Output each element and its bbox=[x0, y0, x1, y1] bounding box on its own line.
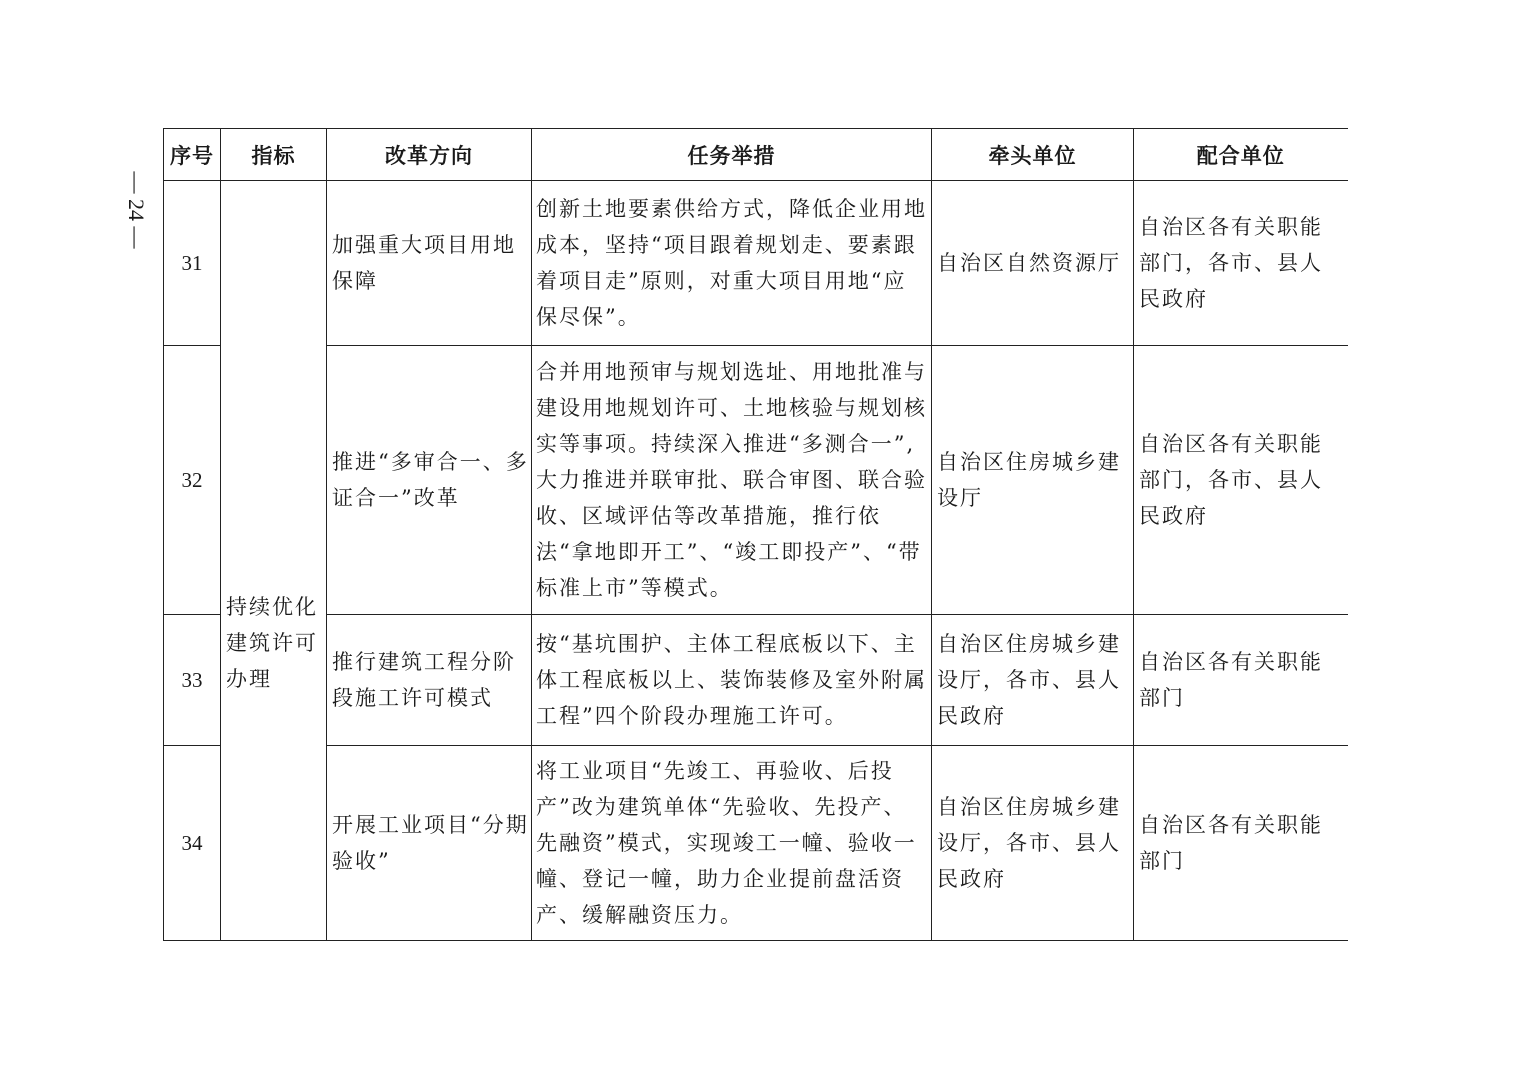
row-coop-unit: 自治区各有关职能部门 bbox=[1134, 615, 1348, 746]
page-number-text: — 24 — bbox=[124, 171, 149, 249]
row-serial: 31 bbox=[164, 181, 221, 346]
row-lead-unit: 自治区住房城乡建设厅，各市、县人民政府 bbox=[932, 615, 1134, 746]
row-coop-unit: 自治区各有关职能部门，各市、县人民政府 bbox=[1134, 346, 1348, 615]
reform-task-table bbox=[163, 128, 1348, 941]
row-serial: 34 bbox=[164, 746, 221, 941]
header-lead-unit: 牵头单位 bbox=[932, 129, 1134, 181]
row-coop-unit: 自治区各有关职能部门 bbox=[1134, 746, 1348, 941]
table-header-row bbox=[164, 129, 1348, 181]
table-row bbox=[164, 346, 1348, 615]
indicator-cell-empty bbox=[221, 181, 327, 346]
row-task: 合并用地预审与规划选址、用地批准与建设用地规划许可、土地核验与规划核实等事项。持续深入推进“多测合一”,大力推进并联审批、联合审图、联合验收、区域评估等改革措施，推行依法“拿地即开工”、“竣工即投产”、“带标准上市”等模式。 bbox=[532, 346, 932, 615]
row-direction: 加强重大项目用地保障 bbox=[327, 181, 532, 346]
row-direction: 推进“多审合一、多证合一”改革 bbox=[327, 346, 532, 615]
row-direction: 推行建筑工程分阶段施工许可模式 bbox=[327, 615, 532, 746]
row-direction: 开展工业项目“分期验收” bbox=[327, 746, 532, 941]
header-task: 任务举措 bbox=[532, 129, 932, 181]
header-direction: 改革方向 bbox=[327, 129, 532, 181]
header-serial: 序号 bbox=[164, 129, 221, 181]
reform-task-table-container bbox=[163, 128, 1348, 941]
row-serial: 32 bbox=[164, 346, 221, 615]
header-coop-unit: 配合单位 bbox=[1134, 129, 1348, 181]
row-coop-unit: 自治区各有关职能部门，各市、县人民政府 bbox=[1134, 181, 1348, 346]
table-row bbox=[164, 181, 1348, 346]
row-lead-unit: 自治区住房城乡建设厅 bbox=[932, 346, 1134, 615]
indicator-cell: 持续优化建筑许可办理 bbox=[221, 346, 327, 941]
row-serial: 33 bbox=[164, 615, 221, 746]
row-task: 将工业项目“先竣工、再验收、后投产”改为建筑单体“先验收、先投产、先融资”模式，实现竣工一幢、验收一幢、登记一幢，助力企业提前盘活资产、缓解融资压力。 bbox=[532, 746, 932, 941]
row-task: 创新土地要素供给方式，降低企业用地成本，坚持“项目跟着规划走、要素跟着项目走”原则，对重大项目用地“应保尽保”。 bbox=[532, 181, 932, 346]
row-lead-unit: 自治区自然资源厅 bbox=[932, 181, 1134, 346]
table-row bbox=[164, 746, 1348, 941]
header-indicator: 指标 bbox=[221, 129, 327, 181]
table-row bbox=[164, 615, 1348, 746]
row-task: 按“基坑围护、主体工程底板以下、主体工程底板以上、装饰装修及室外附属工程”四个阶段办理施工许可。 bbox=[532, 615, 932, 746]
row-lead-unit: 自治区住房城乡建设厅，各市、县人民政府 bbox=[932, 746, 1134, 941]
